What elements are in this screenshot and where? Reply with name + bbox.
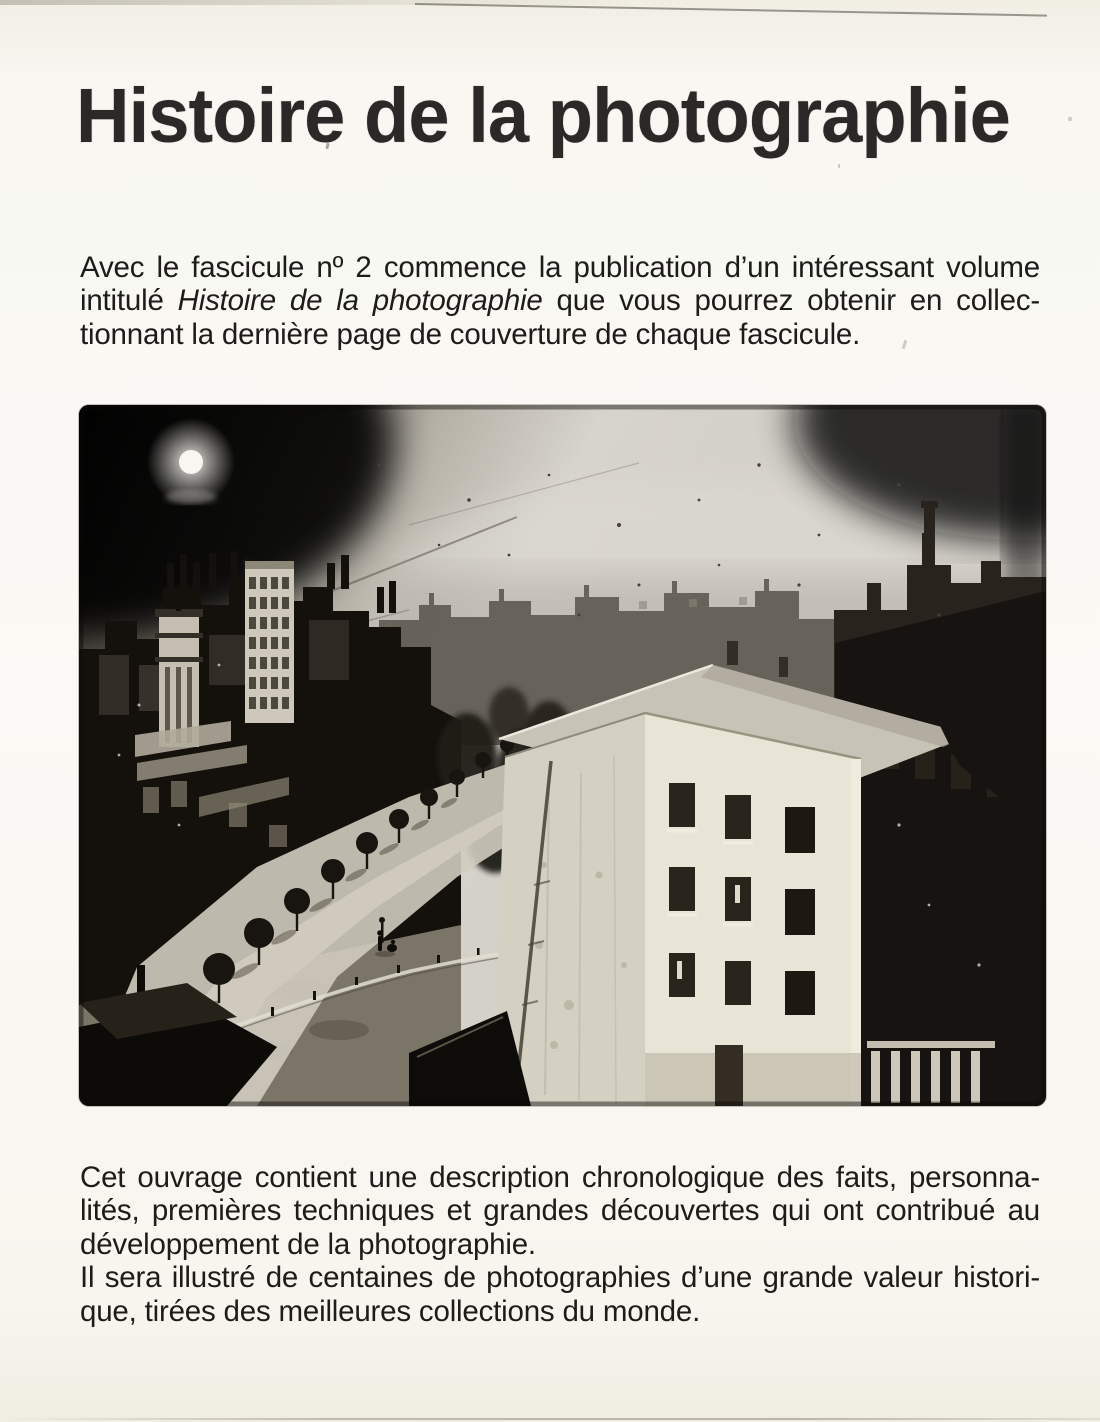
scan-bottom-edge [0,1418,1100,1420]
text-line [80,284,1040,317]
page-speck [838,164,840,168]
intro-line-2-text: intitulé [80,284,178,318]
text-line: développement de la photographie. [80,1227,536,1261]
scan-edge-smudge [0,0,638,5]
scan-artifact-line [415,3,1047,17]
intro-paragraph [80,251,1040,351]
text-line: que, tirées des meilleures collections du monde. [80,1294,701,1328]
daguerreotype-photograph-boulevard [79,405,1046,1106]
intro-line-1-text: Avec le fascicule nº 2 commence la publication d’un intéressant volume [80,251,1040,284]
text-line: Cet ouvrage contient une description chronologique des faits, personna- [80,1161,1040,1194]
intro-line-2-italic: Histoire de la photographie [177,284,543,318]
photo-illustration [79,405,1046,1106]
intro-line-3-text: tionnant la dernière page de couverture de chaque fascicule. [80,317,861,351]
intro-line-2-post: que vous pourrez obtenir en collec- [542,284,1040,318]
text-line [80,318,1040,351]
text-line: Il sera illustré de centaines de photographies d’une grande valeur histori- [80,1261,1040,1295]
page-speck [1068,117,1072,121]
description-paragraph [80,1161,1040,1328]
text-line: lités, premières techniques et grandes découvertes qui ont contribué au [80,1194,1040,1228]
page-title: Histoire de la photographie [76,73,1010,159]
text-line [80,251,1040,284]
photo-moon [147,418,235,506]
